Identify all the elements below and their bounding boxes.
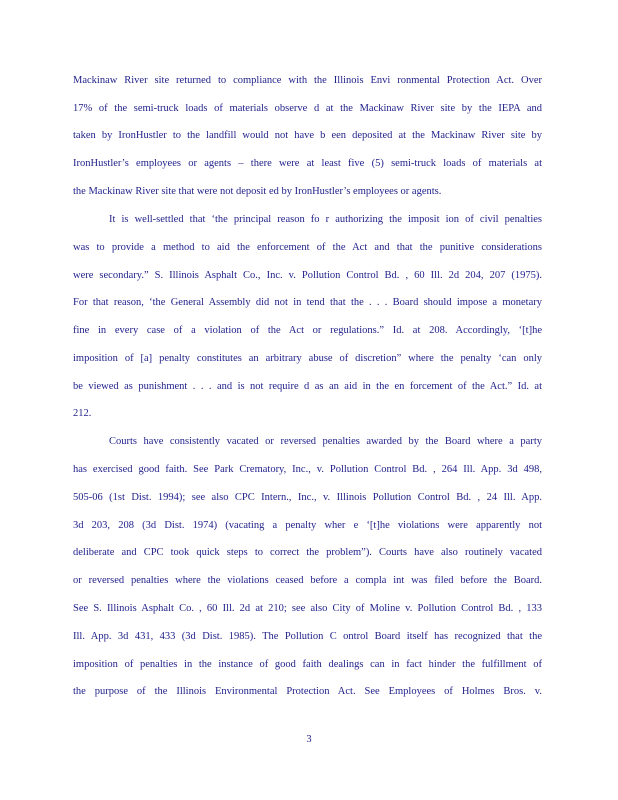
text-line: 3d 203, 208 (3d Dist. 1974) (vacating a penalty wher e ‘[t]he violations were apparently not (73, 520, 542, 531)
text-line: 17% of the semi-truck loads of materials observe d at the Mackinaw River site by the IEPA and (73, 103, 542, 114)
text-line: Ill. App. 3d 431, 433 (3d Dist. 1985). The Pollution C ontrol Board itself has recognized that the (73, 631, 542, 642)
text-line: was to provide a method to aid the enforcement of the Act and that the punitive considerations (73, 242, 542, 253)
text-line: It is well-settled that ‘the principal reason fo r authorizing the imposit ion of civil penalties (109, 214, 542, 225)
text-line: imposition of penalties in the instance of good faith dealings can in fact hinder the fulfillment of (73, 659, 542, 670)
text-line: or reversed penalties where the violations ceased before a compla int was filed before the Board. (73, 575, 542, 586)
text-line: Mackinaw River site returned to compliance with the Illinois Envi ronmental Protection Act. Over (73, 75, 542, 86)
text-line: imposition of [a] penalty constitutes an arbitrary abuse of discretion” where the penalty ‘can only (73, 353, 542, 364)
text-line: Courts have consistently vacated or reversed penalties awarded by the Board where a party (109, 436, 542, 447)
text-line: See S. Illinois Asphalt Co. , 60 Ill. 2d at 210; see also City of Moline v. Pollution Control Bd. , 133 (73, 603, 542, 614)
text-line: were secondary.” S. Illinois Asphalt Co., Inc. v. Pollution Control Bd. , 60 Ill. 2d 204, 207 (1975). (73, 270, 542, 281)
text-line: deliberate and CPC took quick steps to correct the problem”). Courts have also routinely vacated (73, 547, 542, 558)
text-line: For that reason, ‘the General Assembly did not in tend that the . . . Board should impose a monetary (73, 297, 542, 308)
text-line: IronHustler’s employees or agents – there were at least five (5) semi-truck loads of materials at (73, 158, 542, 169)
text-line: fine in every case of a violation of the Act or regulations.” Id. at 208. Accordingly, ‘[t]he (73, 325, 542, 336)
text-line: has exercised good faith. See Park Crematory, Inc., v. Pollution Control Bd. , 264 Ill. App. 3d 498, (73, 464, 542, 475)
text-line: be viewed as punishment . . . and is not require d as an aid in the en forcement of the Act.” Id. at (73, 381, 542, 392)
text-line: 212. (73, 408, 92, 419)
text-line: taken by IronHustler to the landfill would not have b een deposited at the Mackinaw River site by (73, 130, 542, 141)
text-line: the Mackinaw River site that were not deposit ed by IronHustler’s employees or agents. (73, 186, 442, 197)
page-number: 3 (306, 734, 312, 745)
text-line: the purpose of the Illinois Environmental Protection Act. See Employees of Holmes Bros. v. (73, 686, 542, 697)
text-line: 505-06 (1st Dist. 1994); see also CPC Intern., Inc., v. Illinois Pollution Control Bd. , 24 Ill. App. (73, 492, 542, 503)
